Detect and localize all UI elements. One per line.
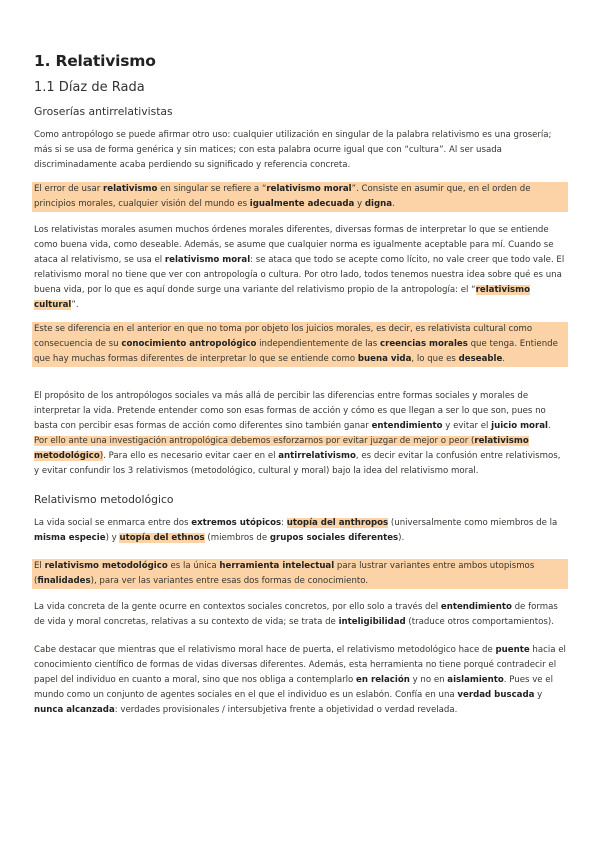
bold-term: extremos utópicos bbox=[191, 518, 282, 528]
bold-term: puente bbox=[495, 645, 530, 655]
section-subtitle: 1.1 Díaz de Rada bbox=[34, 80, 145, 95]
bold-term: relativismo metodológico bbox=[44, 561, 168, 571]
bold-term: aislamiento bbox=[447, 675, 504, 685]
text-run: ), para ver las variantes entre esas dos formas de conocimiento. bbox=[90, 576, 369, 586]
text-run: Los relativistas morales asumen muchos órdenes morales diferentes, diversas formas de interpretar lo que se entiende como buena vida, como deseable. Además, se asume que cualquier norma es igualmente aceptable para mí. Cuando se ataca al relativismo, se usa el bbox=[34, 225, 554, 265]
highlighted-bold-term: utopía del anthropos bbox=[286, 518, 389, 528]
page-title: 1. Relativismo bbox=[34, 52, 156, 70]
text-run: El error de usar bbox=[34, 184, 104, 194]
bold-term: antirrelativismo bbox=[278, 451, 356, 461]
text-run: . bbox=[547, 421, 551, 431]
bold-term: juicio moral bbox=[491, 421, 548, 431]
bold-term: en relación bbox=[356, 675, 410, 685]
text-run: El propósito de los antropólogos sociales va más allá de percibir las diferencias entre formas sociales y morales de interpretar la vida. Pretende entender como son esas formas de acción y cómo es que llegan a ser lo que son, pues no basta con percibir esas formas de acción como diferentes sino también ganar bbox=[34, 391, 546, 431]
highlighted-text: Por ello ante una investigación antropológica debemos esforzarnos por evitar juzgar de mejor o peor ( bbox=[34, 436, 475, 446]
text-run: de formas de vida y moral concretas, relativas a su contexto de vida; se trata de bbox=[34, 602, 558, 627]
bold-term: entendimiento bbox=[371, 421, 443, 431]
text-run: ”. bbox=[71, 300, 79, 310]
text-run: y bbox=[534, 690, 543, 700]
bold-term: finalidades bbox=[37, 576, 91, 586]
text-run: , es decir evitar la confusión entre relativismos, y evitar confundir los 3 relativismos (metodológico, cultural y moral) bajo la idea del relativismo moral. bbox=[34, 451, 561, 476]
text-run: (traduce otros comportamientos). bbox=[405, 617, 554, 627]
text-run: es la única bbox=[167, 561, 220, 571]
bold-term: misma especie bbox=[34, 533, 106, 543]
text-run: : verdades provisionales / intersubjetiva frente a objetividad o verdad revelada. bbox=[114, 705, 458, 715]
bold-term: grupos sociales diferentes bbox=[269, 533, 399, 543]
paragraph bbox=[34, 223, 566, 313]
highlighted-paragraph bbox=[32, 559, 568, 589]
bold-term: creencias morales bbox=[380, 339, 468, 349]
text-run: para lustrar variantes entre ambos utopismos ( bbox=[34, 561, 535, 586]
text-run: que tenga. Entiende que hay muchas formas diferentes de interpretar lo que se entiende como bbox=[34, 339, 558, 364]
text-run: El bbox=[34, 561, 45, 571]
bold-term: verdad buscada bbox=[457, 690, 535, 700]
paragraph bbox=[34, 128, 566, 173]
text-run: y evitar el bbox=[442, 421, 492, 431]
text-run: (universalmente como miembros de la bbox=[388, 518, 558, 528]
text-run: La vida concreta de la gente ocurre en contextos sociales concretos, por ello solo a través del bbox=[34, 602, 441, 612]
text-run: : bbox=[281, 518, 287, 528]
highlighted-bold-term: relativismo metodológico bbox=[34, 436, 529, 461]
bold-term: digna bbox=[364, 199, 393, 209]
text-run: . bbox=[502, 354, 506, 364]
bold-term: herramienta intelectual bbox=[219, 561, 335, 571]
bold-term: nunca alcanzada bbox=[34, 705, 115, 715]
subsection-heading-groserias: Groserías antirrelativistas bbox=[34, 105, 173, 118]
text-run: ) y bbox=[105, 533, 120, 543]
highlighted-text: ) bbox=[99, 451, 104, 461]
paragraph bbox=[34, 516, 566, 546]
bold-term: relativismo moral bbox=[266, 184, 352, 194]
paragraph bbox=[34, 389, 566, 479]
text-run: . Para ello es necesario evitar caer en el bbox=[103, 451, 279, 461]
text-run: y bbox=[354, 199, 365, 209]
text-run: ”. Consiste en asumir que, en el orden de principios morales, cualquier visión del mundo es bbox=[34, 184, 531, 209]
text-run: en singular se refiere a “ bbox=[157, 184, 267, 194]
text-run: La vida social se enmarca entre dos bbox=[34, 518, 192, 528]
bold-term: igualmente adecuada bbox=[249, 199, 355, 209]
text-run: y no en bbox=[409, 675, 448, 685]
highlighted-bold-term: relativismo cultural bbox=[34, 285, 531, 310]
paragraph bbox=[34, 643, 566, 718]
bold-term: buena vida bbox=[357, 354, 412, 364]
text-run: . bbox=[392, 199, 395, 209]
bold-term: relativismo bbox=[103, 184, 158, 194]
text-run: Como antropólogo se puede afirmar otro uso: cualquier utilización en singular de la palabra relativismo es una grosería; más si se usa de forma genérica y sin matices; con esta palabra ocurre igual que con “cultura”. Al ser usada discriminadamente acaba perdiendo su significado y referencia concreta. bbox=[34, 130, 552, 170]
bold-term: entendimiento bbox=[440, 602, 512, 612]
bold-term: relativismo moral bbox=[164, 255, 251, 265]
paragraph bbox=[34, 600, 566, 630]
text-run: : se ataca que todo se acepte como lícito, no vale creer que todo vale. El relativismo moral no tiene que ver con antropología o cultura. Por otro lado, todos tenemos nuestra idea sobre qué es una buena vida, por lo que es aquí donde surge una variante del relativismo propio de la antropología: el “ bbox=[34, 255, 565, 295]
bold-term: inteligibilidad bbox=[338, 617, 406, 627]
bold-term: deseable bbox=[458, 354, 503, 364]
text-run: , lo que es bbox=[411, 354, 459, 364]
text-run: ). bbox=[398, 533, 405, 543]
text-run: hacia el conocimiento científico de formas de vidas diversas diferentes. Además, esta herramienta no tiene porqué contradecir el papel del individuo en cuanto a moral, sino que nos obliga a contemplarlo bbox=[34, 645, 566, 685]
text-run: (miembros de bbox=[204, 533, 270, 543]
text-run: Cabe destacar que mientras que el relativismo moral hace de puerta, el relativismo metodológico hace de bbox=[34, 645, 496, 655]
subsection-heading-metodologico: Relativismo metodológico bbox=[34, 493, 174, 506]
bold-term: conocimiento antropológico bbox=[121, 339, 257, 349]
highlighted-paragraph bbox=[32, 322, 568, 367]
text-run: Este se diferencia en el anterior en que no toma por objeto los juicios morales, es decir, es relativista cultural como consecuencia de su bbox=[34, 324, 533, 349]
highlighted-paragraph bbox=[32, 182, 568, 212]
text-run: independientemente de las bbox=[256, 339, 380, 349]
highlighted-bold-term: utopía del ethnos bbox=[119, 533, 205, 543]
text-run: . Pues ve el mundo como un conjunto de agentes sociales en el que el individuo es un eslabón. Confía en una bbox=[34, 675, 553, 700]
